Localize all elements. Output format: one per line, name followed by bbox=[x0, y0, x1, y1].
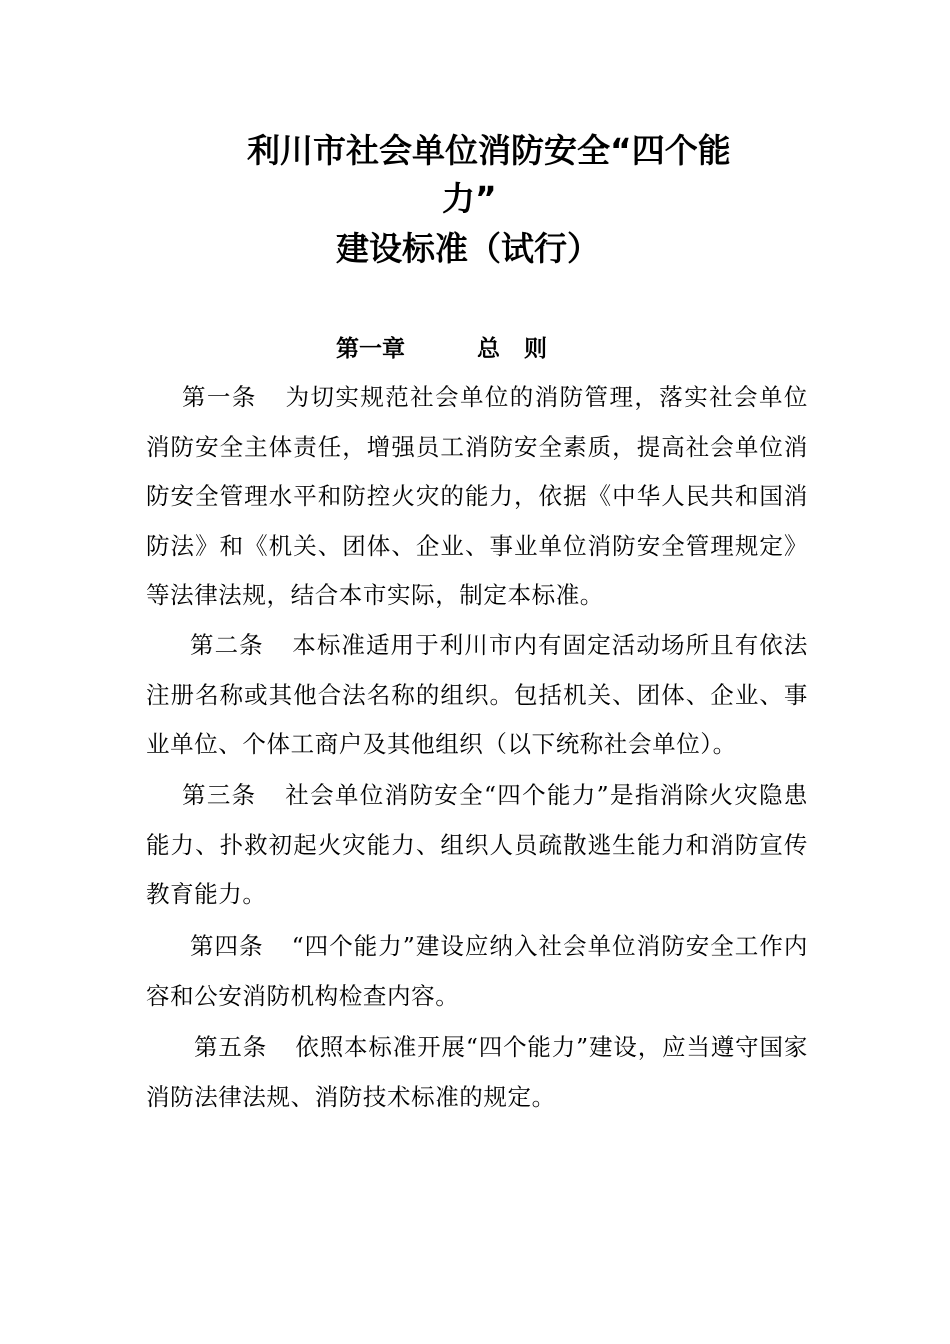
article-paragraph bbox=[146, 771, 808, 920]
chapter-heading bbox=[336, 331, 547, 367]
article-text: “四个能力”建设应纳入社会单位消防安全工作内容和公安消防机构检查内容。 bbox=[146, 932, 808, 1010]
document-title-line-1: 利川市社会单位消防安全“四个能 bbox=[247, 131, 731, 170]
article-paragraph bbox=[146, 373, 808, 621]
document-title-line-2: 力” bbox=[442, 179, 497, 218]
chapter-name-part-1: 总 bbox=[477, 336, 500, 362]
article-paragraph bbox=[146, 621, 808, 770]
chapter-label: 第一章 bbox=[336, 336, 405, 362]
article-number: 第三条 bbox=[182, 781, 257, 809]
article-number: 第四条 bbox=[190, 932, 264, 960]
chapter-name-part-2: 则 bbox=[524, 336, 547, 362]
document-title-line-3: 建设标准（试行） bbox=[336, 229, 600, 268]
article-number: 第五条 bbox=[194, 1033, 268, 1061]
article-paragraph bbox=[146, 922, 808, 1021]
article-text: 依照本标准开展“四个能力”建设，应当遵守国家消防法律法规、消防技术标准的规定。 bbox=[146, 1033, 808, 1111]
article-text: 为切实规范社会单位的消防管理，落实社会单位消防安全主体责任，增强员工消防安全素质，提高社会单位消防安全管理水平和防控火灾的能力，依据《中华人民共和国消防法》和《机关、团体、企业、事业单位消防安全管理规定》等法律法规，结合本市实际，制定本标准。 bbox=[146, 383, 808, 609]
article-paragraph bbox=[146, 1023, 808, 1122]
article-text: 本标准适用于利川市内有固定活动场所且有依法注册名称或其他合法名称的组织。包括机关、团体、企业、事业单位、个体工商户及其他组织（以下统称社会单位）。 bbox=[146, 631, 808, 758]
article-number: 第二条 bbox=[190, 631, 264, 659]
article-text: 社会单位消防安全“四个能力”是指消除火灾隐患能力、扑救初起火灾能力、组织人员疏散逃生能力和消防宣传教育能力。 bbox=[146, 781, 808, 908]
article-number: 第一条 bbox=[182, 383, 257, 411]
